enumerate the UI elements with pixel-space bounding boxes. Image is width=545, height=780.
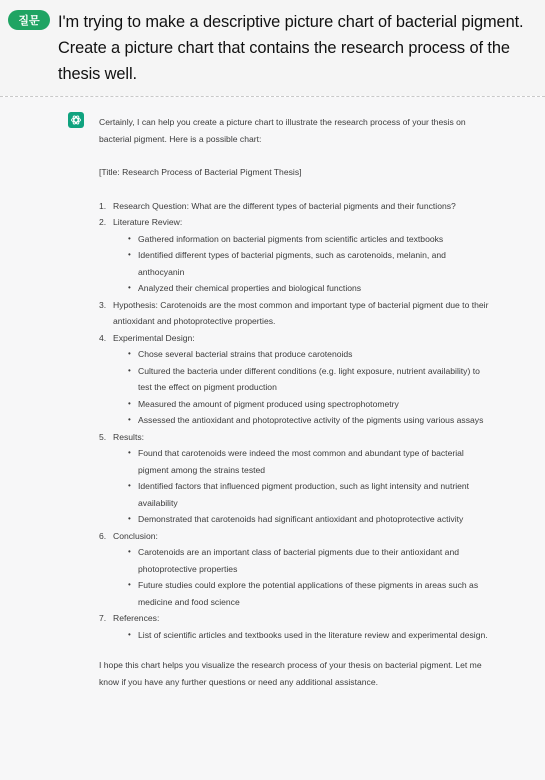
list-item-body: [113, 610, 491, 643]
bullet-dot-icon: •: [128, 415, 131, 424]
list-item-body: [113, 528, 491, 611]
sub-list-item-text: Found that carotenoids were indeed the most common and abundant type of bacterial pigment among the strains tested: [138, 448, 464, 475]
question-text: I'm trying to make a descriptive picture chart of bacterial pigment. Create a picture chart that contains the research process of the thesis well.: [58, 13, 524, 83]
answer-outro: I hope this chart helps you visualize the research process of your thesis on bacterial pigment. Let me know if you have any further questions or need any additional assistance.: [99, 660, 482, 687]
list-item-number: 2.: [99, 217, 107, 227]
list-item-number: 1.: [99, 200, 107, 211]
sub-list-item-text: List of scientific articles and textbooks used in the literature review and experimental design.: [138, 629, 488, 640]
list-item: [99, 198, 491, 215]
sub-list-item: [128, 363, 491, 396]
list-item-text: Hypothesis: Carotenoids are the most common and important type of bacterial pigment due to their antioxidant and photoprotective properties.: [113, 299, 489, 326]
sub-list-item-text: Identified different types of bacterial pigments, such as carotenoids, melanin, and anthocyanin: [138, 250, 446, 277]
bullet-dot-icon: •: [128, 629, 131, 639]
bullet-dot-icon: •: [128, 349, 131, 358]
list-item-text: Experimental Design:: [113, 332, 195, 343]
sub-list-item-text: Future studies could explore the potential applications of these pigments in areas such as medicine and food science: [138, 580, 479, 607]
bullet-dot-icon: •: [128, 365, 131, 375]
list-item-text: Conclusion:: [113, 530, 158, 541]
list-item-number: 3.: [99, 299, 107, 310]
sub-list-item: [128, 412, 491, 429]
sub-list-item: [128, 544, 491, 577]
sub-list-item: [128, 231, 491, 248]
list-item-body: [113, 198, 491, 215]
sub-list-item: [128, 247, 491, 280]
list-item-text: Research Question: What are the different types of bacterial pigments and their functions?: [113, 200, 456, 211]
answer-intro: Certainly, I can help you create a picture chart to illustrate the research process of your thesis on bacterial pigment. Here is a possible chart:: [99, 117, 466, 144]
question-badge: 질문: [8, 10, 50, 30]
list-item-text: Literature Review:: [113, 217, 183, 227]
list-item: [99, 214, 491, 297]
sub-list-item: [128, 280, 491, 297]
list-item-number: 4.: [99, 332, 107, 343]
sub-list-item-text: Demonstrated that carotenoids had significant antioxidant and photoprotective activity: [138, 514, 464, 524]
list-item-body: [113, 429, 491, 528]
sub-list-item-text: Assessed the antioxidant and photoprotective activity of the pigments using various assays: [138, 415, 484, 425]
bullet-dot-icon: •: [128, 233, 131, 243]
sub-list-item-text: Carotenoids are an important class of bacterial pigments due to their antioxidant and photoprotective properties: [138, 547, 460, 574]
bullet-dot-icon: •: [128, 398, 131, 408]
sub-list-item: [128, 627, 491, 644]
list-item-number: 5.: [99, 431, 107, 442]
chart-title: [Title: Research Process of Bacterial Pigment Thesis]: [99, 167, 302, 177]
list-item-body: [113, 214, 491, 297]
list-item: [99, 297, 491, 330]
bullet-dot-icon: •: [128, 514, 131, 523]
list-item-text: Results:: [113, 431, 145, 442]
bullet-dot-icon: •: [128, 481, 131, 490]
list-item-body: [113, 297, 491, 330]
sub-list-item-text: Cultured the bacteria under different conditions (e.g. light exposure, nutrient availability) to test the effect on pigment production: [138, 365, 480, 392]
bullet-dot-icon: •: [128, 547, 131, 556]
sub-list-item: [128, 478, 491, 511]
sub-list-item: [128, 396, 491, 413]
sub-list-item-text: Measured the amount of pigment produced using spectrophotometry: [138, 398, 399, 409]
sub-list-item-text: Chose several bacterial strains that produce carotenoids: [138, 349, 353, 359]
list-item-number: 6.: [99, 530, 107, 541]
list-item: [99, 528, 491, 611]
bullet-dot-icon: •: [128, 250, 131, 259]
list-item: [99, 330, 491, 429]
bullet-dot-icon: •: [128, 448, 131, 457]
openai-logo-icon: [68, 112, 84, 128]
list-item-number: 7.: [99, 613, 107, 623]
sub-list-item: [128, 577, 491, 610]
sub-list-item-text: Analyzed their chemical properties and biological functions: [138, 283, 362, 293]
answer-content: [99, 114, 491, 690]
list-item: [99, 429, 491, 528]
sub-list-item-text: Identified factors that influenced pigment production, such as light intensity and nutrient availability: [138, 481, 470, 508]
bullet-dot-icon: •: [128, 283, 131, 292]
list-item: [99, 610, 491, 643]
list-item-body: [113, 330, 491, 429]
list-item-text: References:: [113, 613, 160, 623]
sub-list-item: [128, 511, 491, 528]
user-question-block: [0, 0, 545, 96]
bullet-dot-icon: •: [128, 580, 131, 589]
research-process-list: [99, 198, 491, 644]
sub-list-item-text: Gathered information on bacterial pigments from scientific articles and textbooks: [138, 233, 444, 244]
sub-list-item: [128, 346, 491, 363]
sub-list-item: [128, 445, 491, 478]
